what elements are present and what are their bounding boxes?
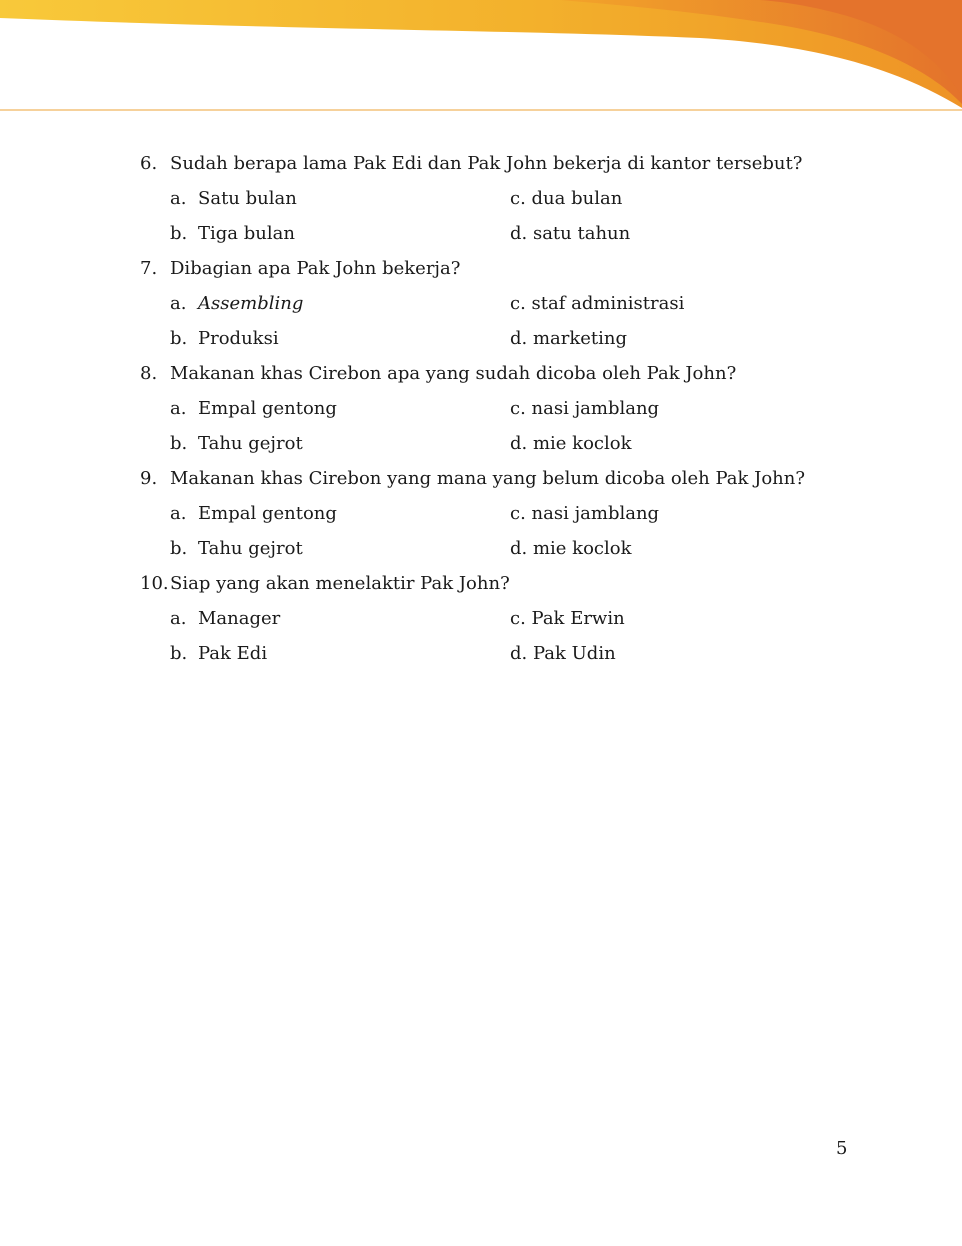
option-text: Assembling	[198, 293, 304, 314]
answer-options	[140, 181, 820, 251]
option-b	[170, 321, 510, 356]
option-d: d. mie koclok	[510, 538, 632, 559]
option-text: Tahu gejrot	[198, 433, 303, 454]
question-text: Makanan khas Cirebon yang mana yang belum dicoba oleh Pak John?	[170, 468, 806, 489]
option-d: d. marketing	[510, 328, 628, 349]
option-c: c. nasi jamblang	[510, 398, 660, 419]
question-stem	[140, 146, 820, 181]
option-text: Manager	[198, 608, 281, 629]
option-d: d. mie koclok	[510, 433, 632, 454]
option-d: d. Pak Udin	[510, 643, 616, 664]
question-item	[140, 146, 820, 251]
question-stem	[140, 566, 820, 601]
option-b	[170, 531, 510, 566]
option-letter: a.	[170, 503, 187, 524]
option-c: c. staf administrasi	[510, 293, 685, 314]
option-a	[170, 286, 510, 321]
question-item	[140, 566, 820, 671]
option-d: d. satu tahun	[510, 223, 631, 244]
option-text: Pak Edi	[198, 643, 268, 664]
option-letter: b.	[170, 223, 188, 244]
option-text: Tiga bulan	[198, 223, 295, 244]
page-number: 5	[836, 1138, 848, 1159]
answer-options	[140, 391, 820, 461]
header-decorative-band	[0, 0, 962, 112]
option-a	[170, 496, 510, 531]
option-c: c. dua bulan	[510, 188, 623, 209]
option-b	[170, 636, 510, 671]
option-c: c. nasi jamblang	[510, 503, 660, 524]
answer-options	[140, 496, 820, 566]
answer-options	[140, 601, 820, 671]
question-text: Makanan khas Cirebon apa yang sudah dicoba oleh Pak John?	[170, 363, 737, 384]
question-number: 10.	[140, 573, 169, 594]
question-item	[140, 356, 820, 461]
option-a	[170, 181, 510, 216]
option-letter: a.	[170, 188, 187, 209]
answer-options	[140, 286, 820, 356]
option-a	[170, 601, 510, 636]
option-a	[170, 391, 510, 426]
option-c: c. Pak Erwin	[510, 608, 625, 629]
option-b	[170, 426, 510, 461]
question-stem	[140, 461, 820, 496]
question-text: Dibagian apa Pak John bekerja?	[170, 258, 461, 279]
option-b	[170, 216, 510, 251]
option-letter: a.	[170, 293, 187, 314]
question-number: 8.	[140, 363, 158, 384]
question-text: Siap yang akan menelaktir Pak John?	[170, 573, 510, 594]
question-number: 6.	[140, 153, 158, 174]
option-letter: a.	[170, 398, 187, 419]
option-letter: b.	[170, 433, 188, 454]
question-number: 9.	[140, 468, 158, 489]
question-item	[140, 461, 820, 566]
option-letter: b.	[170, 328, 188, 349]
header-wave-graphic	[0, 0, 962, 112]
option-text: Tahu gejrot	[198, 538, 303, 559]
option-text: Satu bulan	[198, 188, 297, 209]
option-text: Empal gentong	[198, 503, 337, 524]
option-text: Empal gentong	[198, 398, 337, 419]
option-letter: b.	[170, 643, 188, 664]
option-letter: a.	[170, 608, 187, 629]
question-number: 7.	[140, 258, 158, 279]
question-stem	[140, 356, 820, 391]
option-text: Produksi	[198, 328, 279, 349]
question-stem	[140, 251, 820, 286]
question-item	[140, 251, 820, 356]
option-letter: b.	[170, 538, 188, 559]
quiz-list	[140, 146, 820, 671]
question-text: Sudah berapa lama Pak Edi dan Pak John bekerja di kantor tersebut?	[170, 153, 803, 174]
